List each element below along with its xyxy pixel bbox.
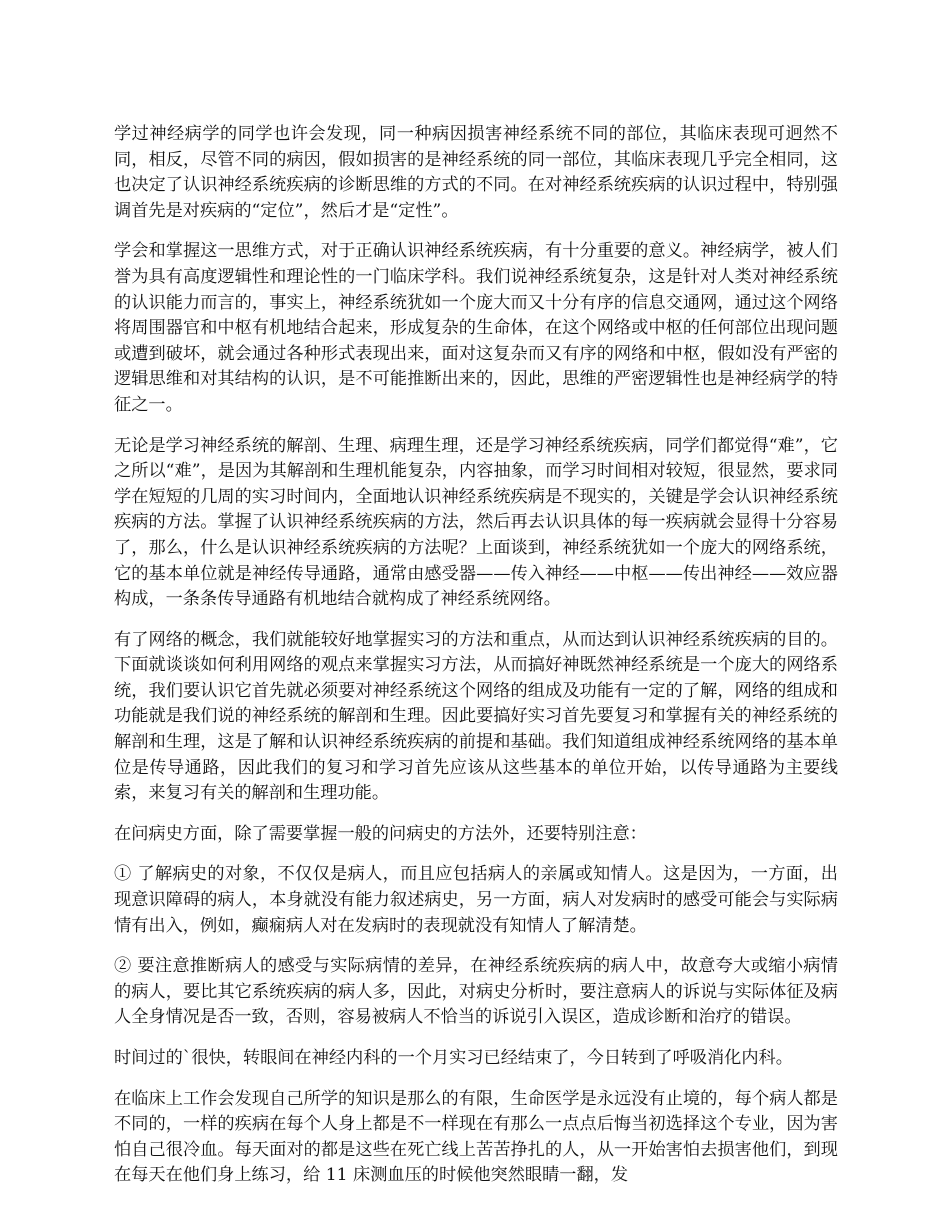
paragraph-learning-method: 无论是学习神经系统的解剖、生理、病理生理，还是学习神经系统疾病，同学们都觉得“难”，它之所以“难”，是因为其解剖和生理机能复杂，内容抽象，而学习时间相对较短，很显然，要求同学在短短的几周的实习时间内，全面地认识神经系统疾病是不现实的，关键是学会认识神经系统疾病的方法。掌握了认识神经系统疾病的方法，然后再去认识具体的每一疾病就会显得十分容易了，那么，什么是认识神经系统疾病的方法呢？上面谈到，神经系统犹如一个庞大的网络系统，它的基本单位就是神经传导通路，通常由感受器——传入神经——中枢——传出神经——效应器构成，一条条传导通路有机地结合就构成了神经系统网络。 xyxy=(114,435,838,610)
paragraph-history-point-1: ① 了解病史的对象，不仅仅是病人，而且应包括病人的亲属或知情人。这是因为，一方面，出现意识障碍的病人，本身就没有能力叙述病史，另一方面，病人对发病时的感受可能会与实际病情有出入，例如，癫痫病人对在发病时的表现就没有知情人了解清楚。 xyxy=(114,864,838,936)
document-page xyxy=(114,122,838,1204)
paragraph-network-concept: 有了网络的概念，我们就能较好地掌握实习的方法和重点，从而达到认识神经系统疾病的目的。下面就谈谈如何利用网络的观点来掌握实习方法，从而搞好神既然神经系统是一个庞大的网络系统，我们要认识它首先就必须要对神经系统这个网络的组成及功能有一定的了解，网络的组成和功能就是我们说的神经系统的解剖和生理。因此要搞好实习首先要复习和掌握有关的神经系统的解剖和生理，这是了解和认识神经系统疾病的前提和基础。我们知道组成神经系统网络的基本单位是传导通路，因此我们的复习和学习首先应该从这些基本的单位开始，以传导通路为主要线索，来复习有关的解剖和生理功能。 xyxy=(114,629,838,804)
paragraph-logical-thinking: 学会和掌握这一思维方式，对于正确认识神经系统疾病，有十分重要的意义。神经病学，被人们誉为具有高度逻辑性和理论性的一门临床学科。我们说神经系统复杂，这是针对人类对神经系统的认识能力而言的，事实上，神经系统犹如一个庞大而又十分有序的信息交通网，通过这个网络将周围器官和中枢有机地结合起来，形成复杂的生命体，在这个网络或中枢的任何部位出现问题或遭到破坏，就会通过各种形式表现出来，面对这复杂而又有序的网络和中枢，假如没有严密的逻辑思维和对其结构的认识，是不可能推断出来的，因此，思维的严密逻辑性也是神经病学的特征之一。 xyxy=(114,241,838,415)
paragraph-clinical-reflection: 在临床上工作会发现自己所学的知识是那么的有限，生命医学是永远没有止境的，每个病人都是不同的，一样的疾病在每个人身上都是不一样现在有那么一点点后悔当初选择这个专业，因为害怕自己很冷血。每天面对的都是这些在死亡线上苦苦挣扎的人，从一开始害怕去损害他们，到现在每天在他们身上练习，给 11 床测血压的时候他突然眼睛一翻，发 xyxy=(114,1088,838,1186)
paragraph-history-point-2: ② 要注意推断病人的感受与实际病情的差异，在神经系统疾病的病人中，故意夸大或缩小病情的病人，要比其它系统疾病的病人多，因此，对病史分析时，要注意病人的诉说与实际体征及病人全身情况是否一致，否则，容易被病人不恰当的诉说引入误区，造成诊断和治疗的错误。 xyxy=(114,956,838,1028)
paragraph-history-taking-intro: 在问病史方面，除了需要掌握一般的问病史的方法外，还要特别注意： xyxy=(114,823,647,844)
paragraph-localization-principle: 学过神经病学的同学也许会发现，同一种病因损害神经系统不同的部位，其临床表现可迥然不同，相反，尽管不同的病因，假如损害的是神经系统的同一部位，其临床表现几乎完全相同，这也决定了认识神经系统疾病的诊断思维的方式的不同。在对神经系统疾病的认识过程中，特别强调首先是对疾病的“定位”，然后才是“定性”。 xyxy=(114,124,838,221)
paragraph-time-flies: 时间过的`很快，转眼间在神经内科的一个月实习已经结束了，今日转到了呼吸消化内科。 xyxy=(114,1048,793,1068)
